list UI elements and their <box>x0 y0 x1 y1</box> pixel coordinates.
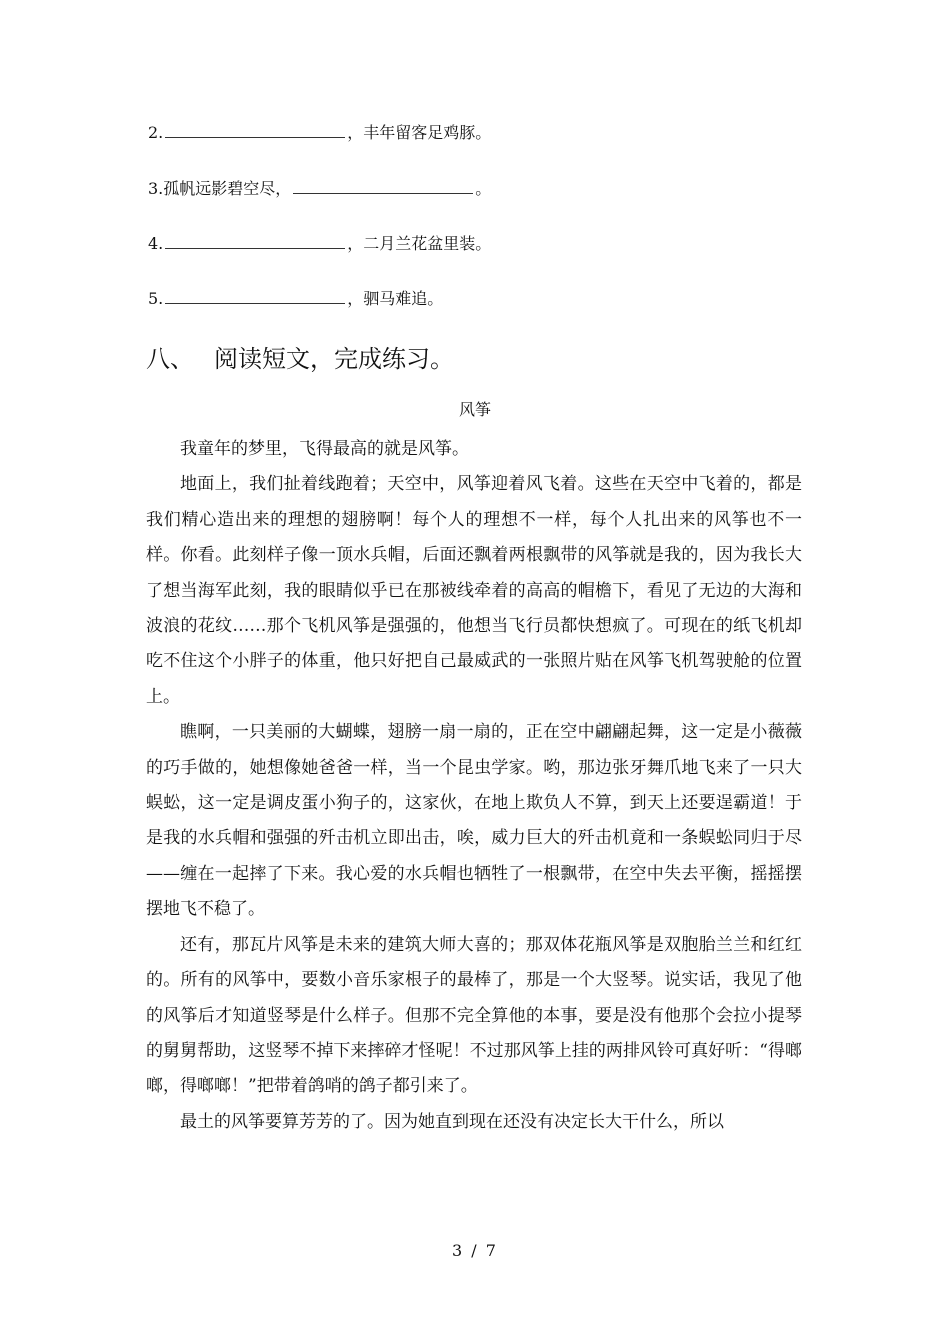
passage-title: 风筝 <box>458 400 491 419</box>
item-number: 4. <box>148 234 164 253</box>
answer-blank[interactable] <box>165 122 345 138</box>
fill-in-item-3 <box>148 178 491 199</box>
section-number: 八、 <box>146 345 194 373</box>
paragraph: 瞧啊，一只美丽的大蝴蝶，翅膀一扇一扇的，正在空中翩翩起舞，这一定是小薇薇的巧手做的，她想像她爸爸一样，当一个昆虫学家。哟，那边张牙舞爪地飞来了一只大蜈蚣，这一定是调皮蛋小狗子的，这家伙，在地上欺负人不算，到天上还要逞霸道！于是我的水兵帽和强强的歼击机立即出击，唉，威力巨大的歼击机竟和一条蜈蚣同归于尽——缠在一起摔了下来。我心爱的水兵帽也牺牲了一根飘带，在空中失去平衡，摇摇摆摆地飞不稳了。 <box>146 722 802 920</box>
answer-blank[interactable] <box>293 178 473 194</box>
item-number: 3. <box>148 179 164 198</box>
passage-body <box>146 432 802 1140</box>
text-after: ，驷马难追。 <box>347 289 444 308</box>
fill-in-item-2 <box>148 122 491 143</box>
paragraph: 还有，那瓦片风筝是未来的建筑大师大喜的；那双体花瓶风筝是双胞胎兰兰和红红的。所有的风筝中，要数小音乐家根子的最棒了，那是一个大竖琴。说实话，我见了他的风筝后才知道竖琴是什么样子。但那不完全算他的本事，要是没有他那个会拉小提琴的舅舅帮助，这竖琴不掉下来摔碎才怪呢！不过那风筝上挂的两排风铃可真好听：“得啷啷，得啷啷！”把带着鸽哨的鸽子都引来了。 <box>146 934 802 1097</box>
paragraph: 我童年的梦里，飞得最高的就是风筝。 <box>180 439 469 459</box>
section-heading <box>146 344 454 374</box>
paragraph: 最土的风筝要算芳芳的了。因为她直到现在还没有决定长大干什么，所以 <box>180 1111 724 1132</box>
section-title: 阅读短文，完成练习。 <box>214 345 454 373</box>
text-after: 。 <box>475 179 492 198</box>
item-number: 5. <box>148 289 164 308</box>
paragraph: 地面上，我们扯着线跑着；天空中，风筝迎着风飞着。这些在天空中飞着的，都是我们精心造出来的理想的翅膀啊！每个人的理想不一样，每个人扎出来的风筝也不一样。你看。此刻样子像一顶水兵帽，后面还飘着两根飘带的风筝就是我的，因为我长大了想当海军此刻，我的眼睛似乎已在那被线牵着的高高的帽檐下，看见了无边的大海和波浪的花纹……那个飞机风筝是强强的，他想当飞行员都快想疯了。可现在的纸飞机却吃不住这个小胖子的体重，他只好把自己最威武的一张照片贴在风筝飞机驾驶舱的位置上。 <box>146 474 802 707</box>
page-number: 3 / 7 <box>452 1241 498 1260</box>
fill-in-item-4 <box>148 233 491 254</box>
text-after: ，二月兰花盆里装。 <box>347 234 492 253</box>
text-after: ，丰年留客足鸡豚。 <box>347 123 492 142</box>
fill-in-item-5 <box>148 288 443 309</box>
answer-blank[interactable] <box>165 233 345 249</box>
text-before: 孤帆远影碧空尽， <box>163 179 292 198</box>
answer-blank[interactable] <box>165 288 345 304</box>
item-number: 2. <box>148 123 164 142</box>
